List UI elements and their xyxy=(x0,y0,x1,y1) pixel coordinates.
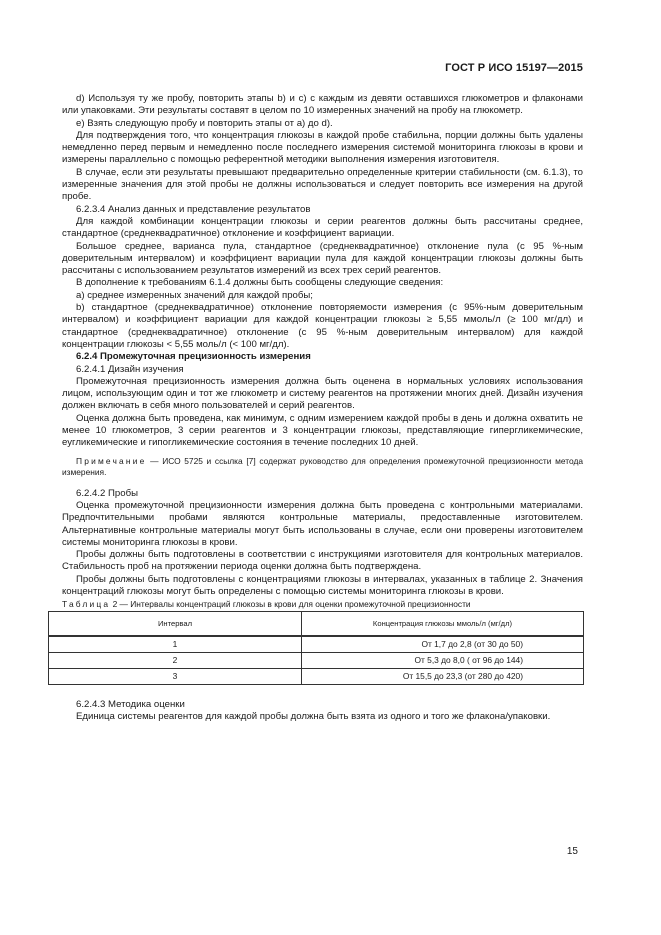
note xyxy=(62,456,583,478)
paragraph-samples: Оценка промежуточной прецизионности измерения должна быть проведена с контрольными материалами. Предпочтительными пробами являются контрольные материалы, предоставленные изготовителем. Альтернативные контрольные материалы могут быть использованы в случае, если они проверены изготовителем системы мониторинга глюкозы в крови. xyxy=(62,499,583,548)
list-item-b: b) стандартное (среднеквадратичное) отклонение повторяемости измерения (с 95%-ным доверительным интервалом) и коэффициент вариации для каждой концентрации глюкозы ≥ 5,55 ммоль/л (≥ 100 мг/дл) и стандартное (среднеквадратичное) отклонение (с 95 %-ным доверительным интервалом) для каждой концентрации глюкозы < 5,55 моль/л (< 100 мг/дл). xyxy=(62,302,583,350)
table-header-concentration: Концентрация глюкозы ммоль/л (мг/дл) xyxy=(302,611,584,636)
table-caption-text: 2 — Интервалы концентраций глюкозы в крови для оценки промежуточной прецизионности xyxy=(110,599,471,610)
table-cell-interval: 1 xyxy=(49,636,302,653)
table-cell-concentration: От 15,5 до 23,3 (от 280 до 420) xyxy=(302,668,584,684)
paragraph-concentrations: Пробы должны быть подготовлены с концентрациями глюкозы в интервалах, указанных в таблице 2. Значения концентраций глюкозы могут быть определены с помощью системы мониторинга глюкозы в крови. xyxy=(62,573,583,597)
page-content xyxy=(62,93,583,723)
table-row xyxy=(49,636,584,653)
paragraph-intermediate: Промежуточная прецизионность измерения должна быть оценена в нормальных условиях использования лицом, использующим один и тот же глюкометр и систему реагентов на протяжении многих дней. Дизайн изучения должен включать в себя много пользователей и серий реагентов. xyxy=(62,375,583,412)
page-number: 15 xyxy=(566,846,578,857)
paragraph-pool: Большое среднее, варианса пула, стандартное (среднеквадратичное) отклонение пула (с 95 %-ным доверительным интервалом) и коэффициент вариации пула для каждой концентрации глюкозы должны быть рассчитаны с использованием результатов измерений из всех трех серий реагентов. xyxy=(62,240,583,277)
section-heading-6-2-4-2: 6.2.4.2 Пробы xyxy=(76,487,138,499)
table-header-row xyxy=(49,611,584,636)
table-cell-interval: 2 xyxy=(49,652,302,668)
paragraph-step-d: d) Используя ту же пробу, повторить этапы b) и с) с каждым из девяти оставшихся глюкометров и флаконами или упаковками. Эти результаты составят в целом по 10 измеренных значений на пробу на глюкометр. xyxy=(62,93,583,117)
section-heading-6-2-4-3: 6.2.4.3 Методика оценки xyxy=(76,698,185,710)
paragraph-calc: Для каждой комбинации концентрации глюкозы и серии реагентов должны быть рассчитаны среднее, стандартное (среднеквадратичное) отклонение и коэффициент вариации. xyxy=(62,215,583,240)
paragraph-reagent-unit: Единица системы реагентов для каждой пробы должна быть взята из одного и того же флакона/упаковки. xyxy=(76,710,551,722)
section-heading-6-2-4-1: 6.2.4.1 Дизайн изучения xyxy=(76,363,184,375)
section-heading-6-2-3-4: 6.2.3.4 Анализ данных и представление результатов xyxy=(76,203,311,215)
table-cell-interval: 3 xyxy=(49,668,302,684)
table-header-interval: Интервал xyxy=(49,611,302,636)
table-cell-concentration: От 5,3 до 8,0 ( от 96 до 144) xyxy=(302,652,584,668)
paragraph-exceed: В случае, если эти результаты превышают предварительно определенные критерии стабильности (см. 6.1.3), то измеренные значения для этой пробы не должны использоваться и следует повторить все измерения на другой пробе. xyxy=(62,166,583,203)
table-caption xyxy=(62,598,583,610)
document-header: ГОСТ Р ИСО 15197—2015 xyxy=(445,62,583,74)
table-cell-concentration: От 1,7 до 2,8 (от 30 до 50) xyxy=(302,636,584,653)
paragraph-requirements: В дополнение к требованиям 6.1.4 должны быть сообщены следующие сведения: xyxy=(76,277,444,289)
list-item-a: а) среднее измеренных значений для каждой пробы; xyxy=(76,289,313,301)
paragraph-step-e: е) Взять следующую пробу и повторить этапы от a) до d). xyxy=(76,117,333,129)
paragraph-stability: Для подтверждения того, что концентрация глюкозы в каждой пробе стабильна, порции должны быть удалены немедленно перед первым и немедленно после последнего измерения системой мониторинга глюкозы в крови и измерены параллельно с помощью референтной методики выполнения измерения изготовителя. xyxy=(62,129,583,166)
note-label: Примечание xyxy=(76,455,147,466)
glucose-intervals-table xyxy=(48,611,584,685)
table-caption-label: Таблица xyxy=(62,599,111,610)
table-row xyxy=(49,668,584,684)
paragraph-prepare: Пробы должны быть подготовлены в соответствии с инструкциями изготовителя для контрольных материалов. Стабильность проб на протяжении периода оценки должна быть подтверждена. xyxy=(62,549,583,573)
note-text: — ИСО 5725 и ссылка [7] содержат руководство для определения промежуточной прецизионности метода измерения. xyxy=(62,455,583,477)
section-heading-6-2-4: 6.2.4 Промежуточная прецизионность измерения xyxy=(76,351,311,363)
paragraph-assessment: Оценка должна быть проведена, как минимум, с одним измерением каждой пробы в день и должна охватить не менее 10 глюкометров, 3 серии реагентов и 3 концентрации глюкозы, представляющие гипергликемические, еугликемические и гипогликемические состояния в течение последних 10 дней. xyxy=(62,412,583,449)
table-row xyxy=(49,652,584,668)
